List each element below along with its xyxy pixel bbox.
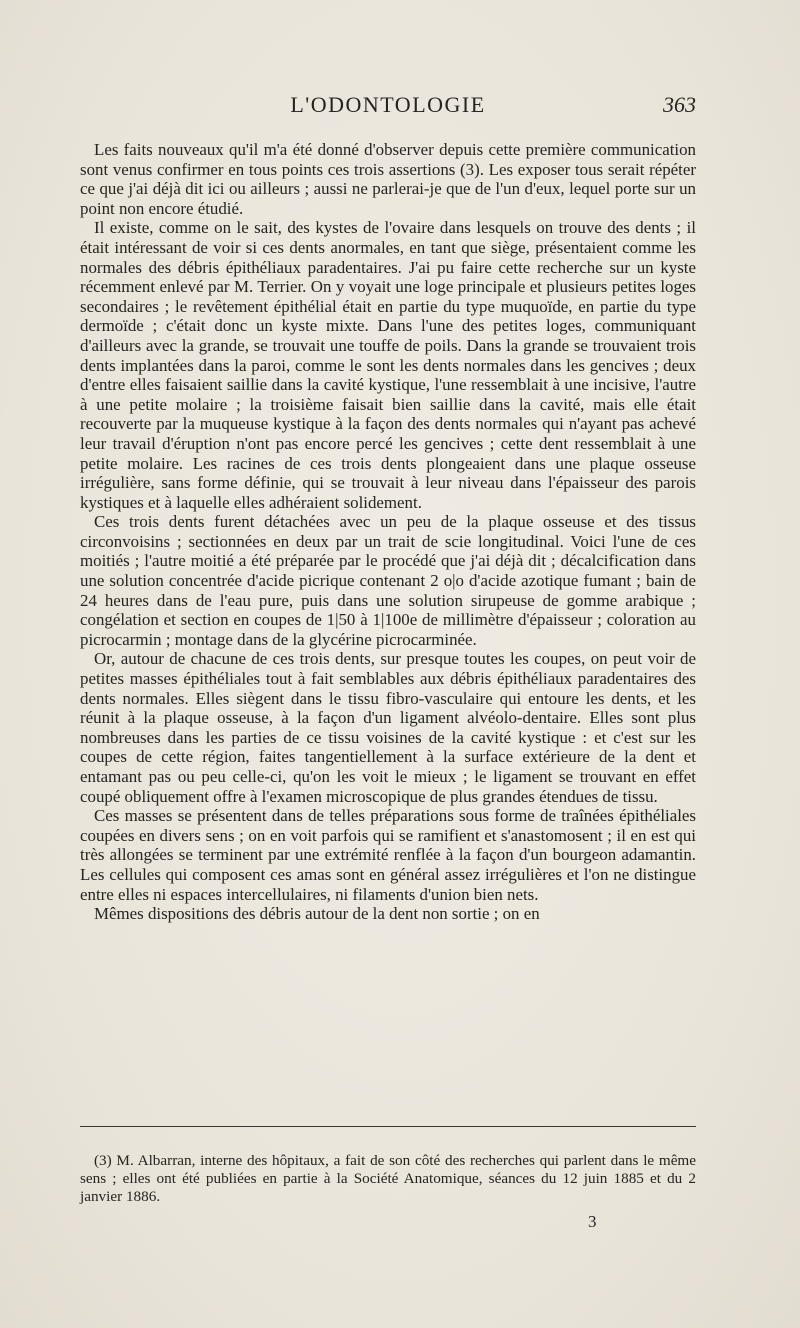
paragraph-6: Mêmes dispositions des débris autour de la dent non sortie ; on en — [94, 904, 540, 924]
paragraph-1: Les faits nouveaux qu'il m'a été donné d'observer depuis cette première communication sont venus confirmer en tous points ces trois assertions (3). Les exposer tous serait répéter ce que j'ai déjà dit ici ou ailleurs ; aussi ne parlerai-je que de l'un d'eux, lequel porte sur un point non encore étudié. — [80, 140, 696, 218]
paragraph-2: Il existe, comme on le sait, des kystes de l'ovaire dans lesquels on trouve des dents ; il était intéressant de voir si ces dents anormales, en tant que siège, présentaient comme les normales des débris épithéliaux paradentaires. J'ai pu faire cette recherche sur un kyste récemment enlevé par M. Terrier. On y voyait une loge principale et plusieurs petites loges secondaires ; le revêtement épithélial était en partie du type muquoïde, en partie du type dermoïde ; c'était donc un kyste mixte. Dans l'une des petites loges, communiquant d'ailleurs avec la grande, se trouvait une touffe de poils. Dans la grande se trouvaient trois dents implantées dans la paroi, comme le sont les dents normales dans les gencives ; deux d'entre elles faisaient saillie dans la cavité kystique, l'une ressemblait à une incisive, l'autre à une petite molaire ; la troisième faisait bien saillie dans la cavité, mais elle était recouverte par la muqueuse kystique à la façon des dents normales qui n'ayant pas achevé leur travail d'éruption n'ont pas encore percé les gencives ; cette dent ressemblait à une petite molaire. Les racines de ces trois dents plongeaient dans une plaque osseuse irrégulière, sans forme définie, qui se trouvait à leur niveau dans l'épaisseur des parois kystiques et à laquelle elles adhéraient solidement. — [80, 218, 696, 512]
page-header — [80, 92, 696, 126]
paragraph-3: Ces trois dents furent détachées avec un peu de la plaque osseuse et des tissus circonvoisins ; sectionnées en deux par un trait de scie longitudinal. Voici l'une de ces moitiés ; l'autre moitié a été préparée par le procédé que j'ai déjà dit ; décalcification dans une solution concentrée d'acide picrique contenant 2 o|o d'acide azotique fumant ; bain de 24 heures dans de l'eau pure, puis dans une solution sirupeuse de gomme arabique ; congélation et section en coupes de 1|50 à 1|100e de millimètre d'épaisseur ; coloration au picrocarmin ; montage dans de la glycérine picrocarminée. — [80, 512, 696, 649]
body-text — [80, 140, 696, 924]
paragraph-4: Or, autour de chacune de ces trois dents, sur presque toutes les coupes, on peut voir de petites masses épithéliales tout à fait semblables aux débris épithéliaux paradentaires des dents normales. Elles siègent dans le tissu fibro-vasculaire qui entoure les dents, et les réunit à la plaque osseuse, à la façon d'un ligament alvéolo-dentaire. Elles sont plus nombreuses dans les parties de ce tissu voisines de la cavité kystique : et c'est sur les coupes de cette région, faites tangentiellement à la surface extérieure de la dent et entamant pas ou peu celle-ci, qu'on les voit le mieux ; le ligament se trouvant en effet coupé obliquement offre à l'examen microscopique de plus grandes étendues de tissu. — [80, 649, 696, 806]
signature-mark: 3 — [588, 1212, 597, 1231]
paragraph-5: Ces masses se présentent dans de telles préparations sous forme de traînées épithéliales coupées en divers sens ; on en voit parfois qui se ramifient et s'anastomosent ; il en est qui très allongées se terminent par une extrémité renflée à la façon d'un bourgeon adamantin. Les cellules qui composent ces amas sont en général assez irrégulières et l'on ne distingue entre elles ni espaces intercellulaires, ni filaments d'union bien nets. — [80, 806, 696, 904]
page-number: 363 — [663, 92, 696, 117]
footnote: (3) M. Albarran, interne des hôpitaux, a fait de son côté des recherches qui parlent dans le même sens ; elles ont été publiées en partie à la Société Anatomique, séances du 12 juin 1885 et du 2 janvier 1886. — [80, 1152, 696, 1205]
running-title: L'ODONTOLOGIE — [290, 92, 486, 117]
footnote-rule — [80, 1126, 696, 1127]
